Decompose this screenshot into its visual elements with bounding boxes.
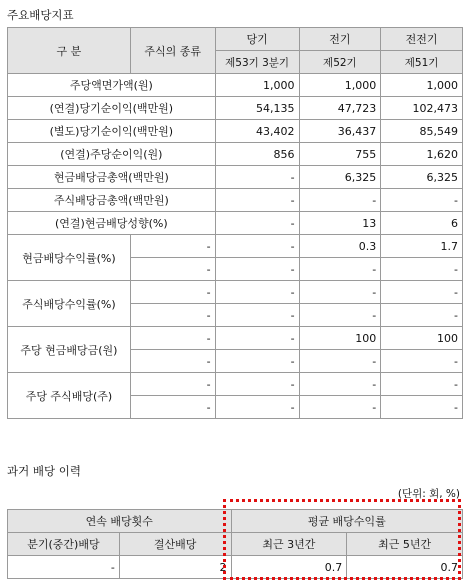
value-cell: - xyxy=(215,166,299,189)
table-row xyxy=(8,235,463,258)
row-label: 주당액면가액(원) xyxy=(8,74,216,97)
table-row xyxy=(8,143,463,166)
value-cell: 100 xyxy=(381,327,463,350)
header-recent5: 최근 5년간 xyxy=(347,533,463,556)
header-gubun: 구 분 xyxy=(8,28,131,74)
value-cell: - xyxy=(299,258,381,281)
value-cell: - xyxy=(381,304,463,327)
row-label: 현금배당금총액(백만원) xyxy=(8,166,216,189)
value-cell: 0.3 xyxy=(299,235,381,258)
value-cell: 47,723 xyxy=(299,97,381,120)
row-label: (연결)당기순이익(백만원) xyxy=(8,97,216,120)
table-row xyxy=(8,212,463,235)
value-cell: 755 xyxy=(299,143,381,166)
value-cell: 1,000 xyxy=(381,74,463,97)
dividend-indicators-title: 주요배당지표 xyxy=(7,8,74,22)
header-sub-prev: 제52기 xyxy=(299,51,381,74)
value-cell: - xyxy=(381,281,463,304)
value-cell: - xyxy=(381,373,463,396)
value-cell: - xyxy=(299,373,381,396)
header-consecutive: 연속 배당횟수 xyxy=(8,510,232,533)
table-row xyxy=(8,327,463,350)
table-row xyxy=(8,120,463,143)
stock-type-cell: - xyxy=(130,396,215,419)
row-label: (별도)당기순이익(백만원) xyxy=(8,120,216,143)
value-cell: - xyxy=(215,350,299,373)
value-recent3: 0.7 xyxy=(231,556,347,579)
value-quarterly: - xyxy=(8,556,120,579)
dividend-history-table xyxy=(7,509,463,579)
header-period-prev: 전기 xyxy=(299,28,381,51)
value-cell: - xyxy=(215,258,299,281)
value-cell: 85,549 xyxy=(381,120,463,143)
stock-type-cell: - xyxy=(130,304,215,327)
header-quarterly: 분기(중간)배당 xyxy=(8,533,120,556)
row-label: (연결)현금배당성향(%) xyxy=(8,212,216,235)
header-period-prev2: 전전기 xyxy=(381,28,463,51)
header-recent3: 최근 3년간 xyxy=(231,533,347,556)
value-cell: 54,135 xyxy=(215,97,299,120)
table-row xyxy=(8,281,463,304)
stock-type-cell: - xyxy=(130,281,215,304)
value-cell: - xyxy=(215,373,299,396)
value-cell: 6 xyxy=(381,212,463,235)
value-cell: - xyxy=(215,327,299,350)
value-cell: - xyxy=(215,396,299,419)
value-cell: - xyxy=(299,189,381,212)
dividend-history-title: 과거 배당 이력 xyxy=(7,464,81,478)
group-label: 현금배당수익률(%) xyxy=(8,235,131,281)
stock-type-cell: - xyxy=(130,373,215,396)
value-cell: 1,000 xyxy=(299,74,381,97)
value-cell: - xyxy=(215,235,299,258)
value-recent5: 0.7 xyxy=(347,556,463,579)
header-settlement: 결산배당 xyxy=(119,533,231,556)
header-stock-type: 주식의 종류 xyxy=(130,28,215,74)
value-cell: - xyxy=(381,258,463,281)
group-label: 주당 주식배당(주) xyxy=(8,373,131,419)
value-cell: - xyxy=(381,396,463,419)
value-cell: 102,473 xyxy=(381,97,463,120)
value-cell: 1,620 xyxy=(381,143,463,166)
row-label: 주식배당금총액(백만원) xyxy=(8,189,216,212)
table-row xyxy=(8,74,463,97)
stock-type-cell: - xyxy=(130,350,215,373)
value-cell: - xyxy=(215,189,299,212)
stock-type-cell: - xyxy=(130,258,215,281)
value-cell: - xyxy=(299,281,381,304)
value-cell: 100 xyxy=(299,327,381,350)
value-cell: - xyxy=(299,396,381,419)
value-cell: 856 xyxy=(215,143,299,166)
unit-label: (단위: 회, %) xyxy=(397,488,460,500)
value-cell: 43,402 xyxy=(215,120,299,143)
value-cell: - xyxy=(215,212,299,235)
table-row xyxy=(8,373,463,396)
value-cell: 6,325 xyxy=(299,166,381,189)
header-avg-yield: 평균 배당수익률 xyxy=(231,510,462,533)
row-label: (연결)주당순이익(원) xyxy=(8,143,216,166)
table-row xyxy=(8,166,463,189)
group-label: 주식배당수익률(%) xyxy=(8,281,131,327)
value-cell: 6,325 xyxy=(381,166,463,189)
value-cell: - xyxy=(381,189,463,212)
value-cell: - xyxy=(299,304,381,327)
table-row xyxy=(8,189,463,212)
value-cell: 13 xyxy=(299,212,381,235)
stock-type-cell: - xyxy=(130,327,215,350)
value-cell: - xyxy=(215,281,299,304)
group-label: 주당 현금배당금(원) xyxy=(8,327,131,373)
value-cell: - xyxy=(215,304,299,327)
value-cell: 1.7 xyxy=(381,235,463,258)
header-period-current: 당기 xyxy=(215,28,299,51)
header-sub-current: 제53기 3분기 xyxy=(215,51,299,74)
value-cell: - xyxy=(381,350,463,373)
table-row xyxy=(8,97,463,120)
value-cell: - xyxy=(299,350,381,373)
dividend-indicators-table xyxy=(7,27,463,419)
value-cell: 36,437 xyxy=(299,120,381,143)
value-settlement: 2 xyxy=(119,556,231,579)
stock-type-cell: - xyxy=(130,235,215,258)
header-sub-prev2: 제51기 xyxy=(381,51,463,74)
value-cell: 1,000 xyxy=(215,74,299,97)
